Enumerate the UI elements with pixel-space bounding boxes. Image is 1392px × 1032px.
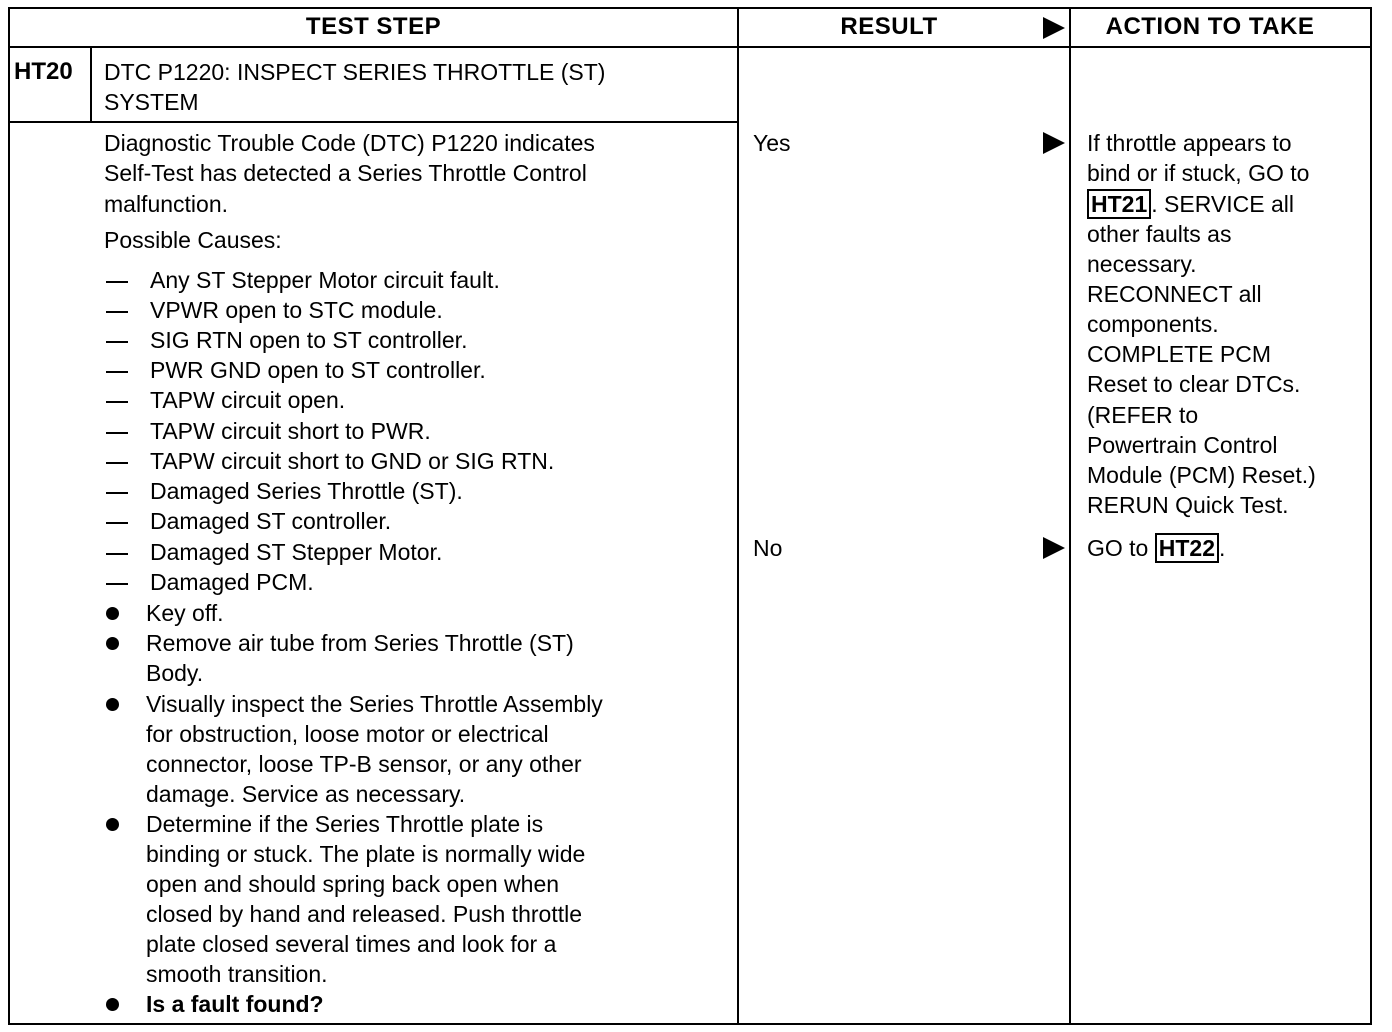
action-no-suffix: . [1219,535,1226,561]
cause-item: SIG RTN open to ST controller. [150,327,468,353]
header-action-to-take: ACTION TO TAKE [1105,13,1315,40]
result-yes-arrow-icon [1043,132,1065,154]
result-yes: Yes [753,130,791,156]
ht21-reference-link[interactable]: HT21 [1087,189,1151,219]
cause-item: Any ST Stepper Motor circuit fault. [150,267,500,293]
title-bottom-rule [8,121,739,123]
ht22-reference-link[interactable]: HT22 [1155,533,1219,563]
instruction-line: Remove air tube from Series Throttle (ST) [146,630,574,656]
step-title-line-2: SYSTEM [104,89,199,115]
instruction-line: closed by hand and released. Push throttle [146,901,583,927]
dash-icon [106,462,128,464]
header-bottom-rule [8,46,1372,48]
instruction-line: damage. Service as necessary. [146,781,466,807]
action-yes-line: components. [1087,311,1219,337]
action-yes-line: RERUN Quick Test. [1087,492,1289,518]
instruction-line: open and should spring back open when [146,871,560,897]
cause-item: Damaged ST Stepper Motor. [150,539,443,565]
cause-item: Damaged PCM. [150,569,314,595]
question-text: Is a fault found? [146,991,324,1017]
step-title-line-1: DTC P1220: INSPECT SERIES THROTTLE (ST) [104,59,606,85]
action-yes-line: COMPLETE PCM [1087,341,1272,367]
description-line: malfunction. [104,191,229,217]
possible-causes-label: Possible Causes: [104,227,282,253]
cause-item: Damaged Series Throttle (ST). [150,478,463,504]
instruction-line: Determine if the Series Throttle plate is [146,811,544,837]
header-result: RESULT [840,13,938,40]
cause-item: Damaged ST controller. [150,508,392,534]
dash-icon [106,371,128,373]
instruction-line: Body. [146,660,204,686]
cause-item: TAPW circuit short to PWR. [150,418,431,444]
step-id-divider [90,47,92,122]
step-id: HT20 [14,58,73,85]
column-divider-test-result [737,7,739,1025]
description-line: Diagnostic Trouble Code (DTC) P1220 indicates [104,130,595,156]
dash-icon [106,341,128,343]
instruction-line: Key off. [146,600,224,626]
bullet-icon [106,998,119,1011]
action-no-line [1087,533,1225,563]
dash-icon [106,432,128,434]
dash-icon [106,311,128,313]
instruction-line: for obstruction, loose motor or electrical [146,721,549,747]
dash-icon [106,492,128,494]
action-yes-line: Powertrain Control [1087,432,1278,458]
instruction-line: smooth transition. [146,961,328,987]
action-yes-line: other faults as [1087,221,1232,247]
cause-item: TAPW circuit short to GND or SIG RTN. [150,448,555,474]
header-test-step: TEST STEP [305,13,442,40]
bullet-icon [106,818,119,831]
dash-icon [106,401,128,403]
action-yes-line: (REFER to [1087,402,1199,428]
instruction-line: binding or stuck. The plate is normally wide [146,841,586,867]
cause-item: VPWR open to STC module. [150,297,443,323]
bullet-icon [106,607,119,620]
header-arrow-icon [1043,17,1065,39]
description-line: Self-Test has detected a Series Throttle Control [104,160,587,186]
instruction-line: connector, loose TP-B sensor, or any other [146,751,582,777]
cause-item: TAPW circuit open. [150,387,346,413]
action-yes-line: Reset to clear DTCs. [1087,371,1301,397]
instruction-line: Visually inspect the Series Throttle Assembly [146,691,603,717]
action-no-prefix: GO to [1087,535,1155,561]
bullet-icon [106,637,119,650]
cause-item: PWR GND open to ST controller. [150,357,486,383]
dash-icon [106,583,128,585]
action-yes-ref-line [1087,189,1294,219]
column-divider-result-action [1069,7,1071,1025]
dash-icon [106,281,128,283]
bullet-icon [106,698,119,711]
dash-icon [106,553,128,555]
action-yes-line: bind or if stuck, GO to [1087,160,1310,186]
action-yes-line: Module (PCM) Reset.) [1087,462,1316,488]
result-no: No [753,535,783,561]
instruction-line: plate closed several times and look for a [146,931,557,957]
action-yes-line: If throttle appears to [1087,130,1292,156]
result-no-arrow-icon [1043,537,1065,559]
dash-icon [106,522,128,524]
action-yes-line: necessary. [1087,251,1197,277]
action-yes-line: RECONNECT all [1087,281,1262,307]
action-yes-ref-suffix: . SERVICE all [1151,191,1294,217]
